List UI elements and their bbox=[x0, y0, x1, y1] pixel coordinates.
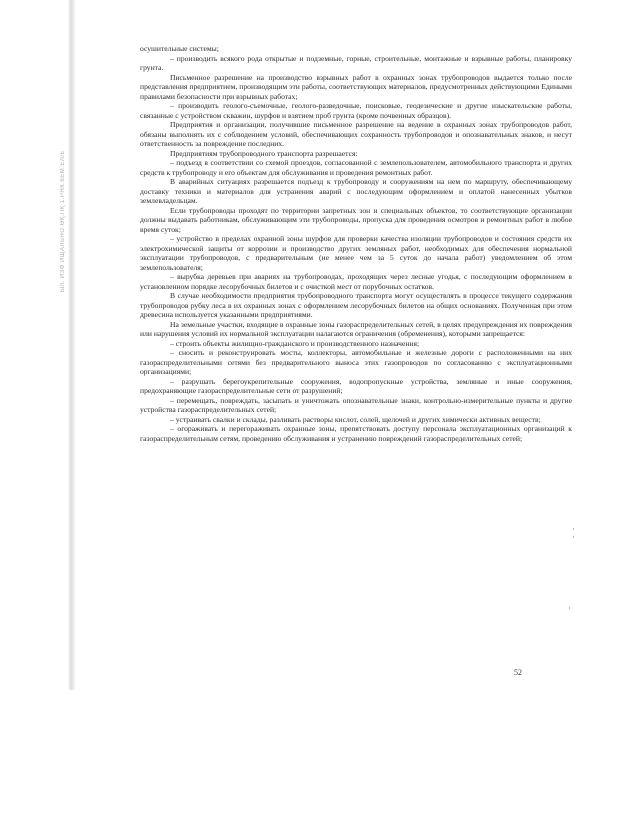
list-item: – разрушать берегоукрепительные сооружения, водопропускные устройства, земляные и иные сооружения, предохраняющие газораспределительные сети от разрушений; bbox=[140, 376, 572, 395]
list-item: – подъезд в соответствии со схемой проездов, согласованной с землепользователем, автомобильного транспорта и других средств к трубопроводу и его объектам для обслуживания и проведения ремонтных работ. bbox=[140, 158, 572, 177]
scan-speck bbox=[573, 536, 574, 538]
list-item: – сносить и реконструировать мосты, коллекторы, автомобильные и железные дороги с расположенными на них газораспределительными сетями без предварительного выноса этих газопроводов по согласованию с эксплуатационными организациями; bbox=[140, 348, 572, 376]
list-item: – производить всякого рода открытые и подземные, горные, строительные, монтажные и взрывные работы, планировку грунта. bbox=[140, 53, 572, 72]
paragraph: На земельные участки, входящие в охранные зоны газораспределительных сетей, в целях предупреждения их повреждения или нарушения условий их нормальной эксплуатации налагаются ограничения (обременения), которыми запрещается: bbox=[140, 319, 572, 338]
page-number: 52 bbox=[514, 668, 522, 677]
paragraph: Письменное разрешение на производство взрывных работ в охранных зонах трубопроводов выдается только после представления предприятием, производящим эти работы, соответствующих материалов, предусмотренных действующими Едиными правилами безопасности при взрывных работах; bbox=[140, 72, 572, 101]
paragraph: В случае необходимости предприятия трубопроводного транспорта могут осуществлять в процессе текущего содержания трубопроводов рубку леса в их охранных зонах с оформлением лесорубочных билетов на общих основаниях. Полученная при этом древесина используется указанными предприятиями. bbox=[140, 291, 572, 319]
list-item: – перемещать, повреждать, засыпать и уничтожать опознавательные знаки, контрольно-измерительные пункты и другие устройства газораспределительных сетей; bbox=[140, 395, 572, 414]
list-item: – устраивать свалки и склады, разливать растворы кислот, солей, щелочей и других химически активных веществ; bbox=[170, 414, 541, 424]
paragraph: Если трубопроводы проходят по территории запретных зон и специальных объектов, то соответствующие организации должны выдавать работникам, обслуживающим эти трубопроводы, пропуска для проведения осмотров и ремонтных работ в любое время суток; bbox=[140, 205, 572, 234]
scan-speck bbox=[569, 607, 570, 609]
scan-speck bbox=[573, 528, 574, 530]
list-item: – строить объекты жилищно-гражданского и производственного назначения; bbox=[170, 338, 420, 348]
paragraph: В аварийных ситуациях разрешается подъезд к трубопроводу и сооружениям на нем по маршруту, обеспечивающему доставку техники и материалов для устранения аварий с последующим оформлением и оплатой нанесенных убытков землевладельцам. bbox=[140, 177, 572, 205]
list-item: – вырубка деревьев при авариях на трубопроводах, проходящих через лесные угодья, с последующим оформлением в установленном порядке лесорубочных билетов и с очисткой мест от порубочных остатков. bbox=[140, 272, 572, 291]
paragraph: осушительные системы; bbox=[140, 44, 219, 53]
paragraph: Предприятиям трубопроводного транспорта разрешается: bbox=[170, 148, 358, 158]
paragraph: Предприятия и организации, получившие письменное разрешение на ведение в охранных зонах трубопроводов работ, обязаны выполнять их с соблюдением условий, обеспечивающих сохранность трубопроводов и опознавательных знаков, и несут ответственность за повреждение последних. bbox=[140, 120, 572, 148]
list-item: – огораживать и перегораживать охранные зоны, препятствовать доступу персонала эксплуатационных организаций к газораспределительным сетям, проведению обслуживания и устранению повреждений газораспределительных сетей; bbox=[140, 424, 572, 443]
scan-margin-strip bbox=[68, 0, 76, 690]
list-item: – производить геолого-съемочные, геолого-разведочные, поисковые, геодезические и другие изыскательские работы, связанные с устройством скважин, шурфов и взятием проб грунта (кроме почвенных образцов). bbox=[140, 101, 572, 120]
document-page bbox=[140, 44, 572, 443]
scan-margin-text: Ыл. ИЗФ ИЩАЛЬНО.ӨҚ.ПҚ 1.РНК.6ЕМ.ЕЛ/Е bbox=[60, 150, 66, 293]
list-item: – устройство в пределах охранной зоны шурфов для проверки качества изоляции трубопроводов и состояния средств их электрохимической защиты от коррозии и производство других земляных работ, необходимых для обеспечения нормальной эксплуатации трубопроводов, с предварительным (не менее чем за 5 суток до начала работ) уведомлением об этом землепользователя; bbox=[140, 234, 572, 272]
